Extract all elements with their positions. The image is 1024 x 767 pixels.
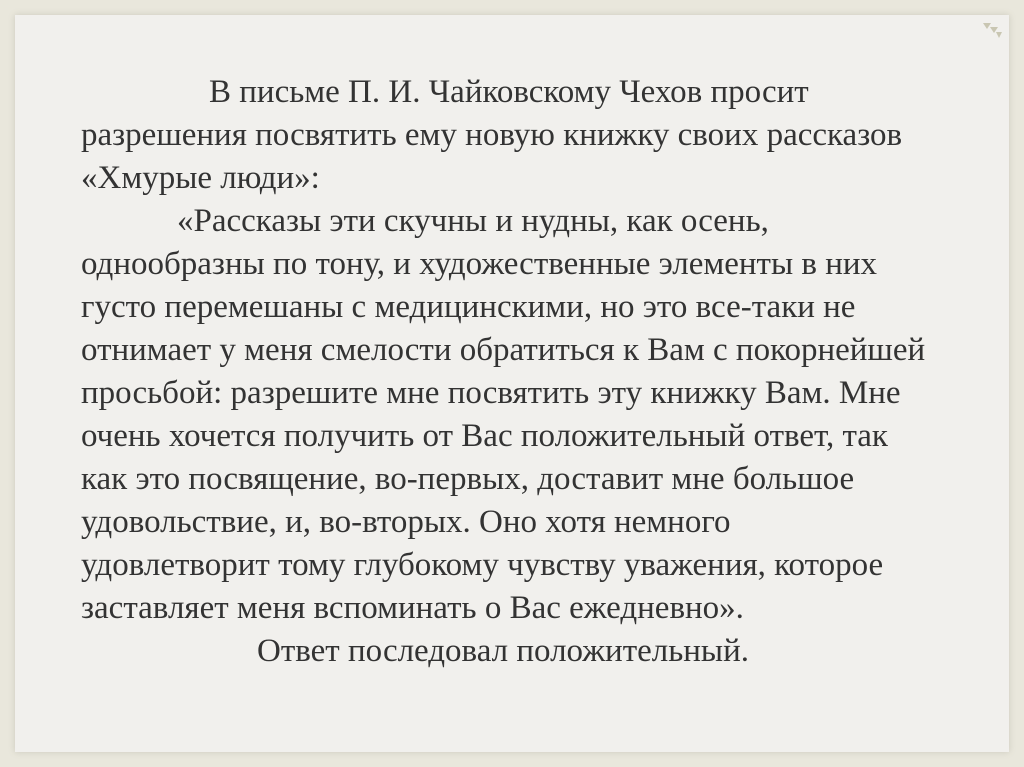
- text-line: «Хмурые люди»:: [81, 160, 320, 196]
- quote-line: «Рассказы эти скучны и нудны, как осень,: [177, 203, 769, 239]
- quote-line: как это посвящение, во-первых, доставит мне большое: [81, 461, 855, 497]
- text-line: В письме П. И. Чайковскому Чехов просит: [209, 74, 809, 110]
- slide-panel: [15, 15, 1009, 752]
- quote-line: заставляет меня вспоминать о Вас ежедневно».: [81, 590, 744, 626]
- diagonal-arrows-icon: [981, 21, 1003, 41]
- quote-line: удовольствие, и, во-вторых. Оно хотя немного: [81, 504, 731, 540]
- quote-line: однообразны по тону, и художественные элементы в них: [81, 246, 878, 282]
- closing-line: Ответ последовал положительный.: [257, 633, 750, 669]
- quote-line: просьбой: разрешите мне посвятить эту книжку Вам. Мне: [81, 375, 901, 411]
- quote-line: густо перемешаны с медицинскими, но это все-таки не: [81, 289, 856, 325]
- quote-line: отнимает у меня смелости обратиться к Вам с покорнейшей: [81, 332, 926, 368]
- letter-text: [81, 71, 961, 673]
- text-line: разрешения посвятить ему новую книжку своих рассказов: [81, 117, 903, 153]
- quote-line: удовлетворит тому глубокому чувству уважения, которое: [81, 547, 884, 583]
- quote-line: очень хочется получить от Вас положительный ответ, так: [81, 418, 888, 454]
